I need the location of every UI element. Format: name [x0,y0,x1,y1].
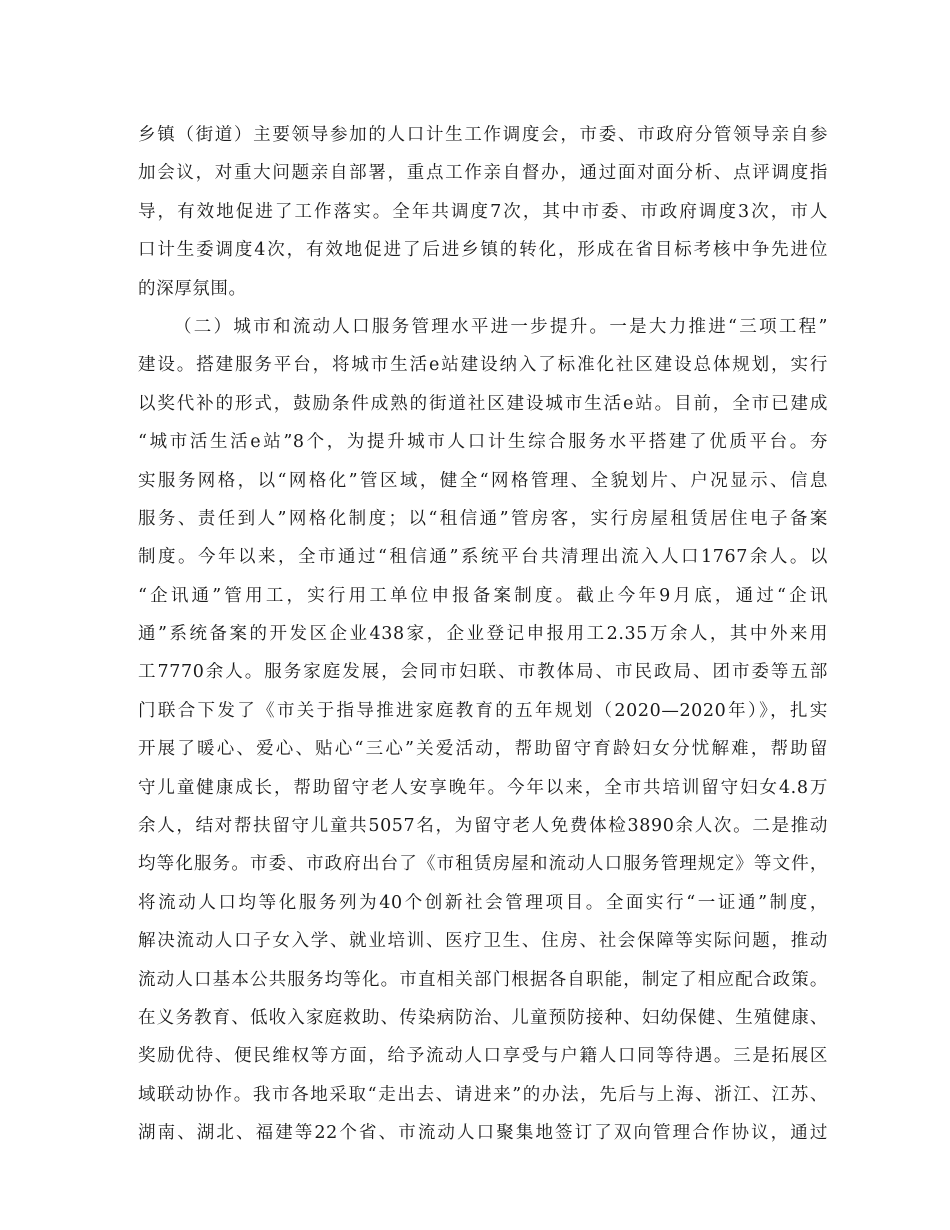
text-line-8: 以奖代补的形式，鼓励条件成熟的街道社区建设城市生活e站。目前，全市已建成 [138,393,828,414]
text-line-2: 加会议，对重大问题亲自部署，重点工作亲自督办，通过面对面分析、点评调度指 [138,163,828,184]
text-line-23: 流动人口基本公共服务均等化。市直相关部门根据各自职能，制定了相应配合政策。 [138,969,828,990]
text-line-1: 乡镇（街道）主要领导参加的人口计生工作调度会，市委、市政府分管领导亲自参 [138,125,828,145]
text-line-27: 湖南、湖北、福建等22个省、市流动人口聚集地签订了双向管理合作协议，通过 [138,1123,828,1144]
text-line-10: 实服务网格，以“网格化”管区域，健全“网格管理、全貌划片、户况显示、信息 [138,470,828,491]
section-heading-line: （二）城市和流动人口服务管理水平进一步提升。一是大力推进“三项工程” [174,316,828,337]
text-line-11: 服务、责任到人”网格化制度；以“租信通”管房客，实行房屋租赁居住电子备案 [138,508,828,529]
text-line-13: “企讯通”管用工，实行用工单位申报备案制度。截止今年9月底，通过“企讯 [138,585,828,606]
text-line-25: 奖励优待、便民维权等方面，给予流动人口享受与户籍人口同等待遇。三是拓展区 [138,1046,828,1067]
text-line-3: 导，有效地促进了工作落实。全年共调度7次，其中市委、市政府调度3次，市人 [138,201,828,222]
text-line-16: 门联合下发了《市关于指导推进家庭教育的五年规划（2020—2020年）》，扎实 [138,700,828,721]
text-line-24: 在义务教育、低收入家庭救助、传染病防治、儿童预防接种、妇幼保健、生殖健康、 [138,1007,828,1028]
text-line-20: 均等化服务。市委、市政府出台了《市租赁房屋和流动人口服务管理规定》等文件， [138,854,828,875]
text-line-5: 的深厚氛围。 [138,278,247,299]
text-line-18: 守儿童健康成长，帮助留守老人安享晚年。今年以来，全市共培训留守妇女4.8万 [138,777,828,798]
body-text [138,116,828,1153]
text-line-17: 开展了暖心、爱心、贴心“三心”关爱活动，帮助留守育龄妇女分忧解难，帮助留 [138,739,828,760]
text-line-7: 建设。搭建服务平台，将城市生活e站建设纳入了标准化社区建设总体规划，实行 [138,355,828,376]
text-line-4: 口计生委调度4次，有效地促进了后进乡镇的转化，形成在省目标考核中争先进位 [138,240,828,261]
text-line-9: “城市活生活e站”8个，为提升城市人口计生综合服务水平搭建了优质平台。夯 [138,432,828,453]
text-line-12: 制度。今年以来，全市通过“租信通”系统平台共清理出流入人口1767余人。以 [138,547,828,568]
text-line-14: 通”系统备案的开发区企业438家，企业登记申报用工2.35万余人，其中外来用 [138,624,828,645]
text-line-21: 将流动人口均等化服务列为40个创新社会管理项目。全面实行“一证通”制度， [138,892,828,913]
text-line-22: 解决流动人口子女入学、就业培训、医疗卫生、住房、社会保障等实际问题，推动 [138,931,828,952]
text-line-26: 域联动协作。我市各地采取“走出去、请进来”的办法，先后与上海、浙江、江苏、 [138,1084,828,1105]
text-line-15: 工7770余人。服务家庭发展，会同市妇联、市教体局、市民政局、团市委等五部 [138,662,828,683]
text-line-19: 余人，结对帮扶留守儿童共5057名，为留守老人免费体检3890余人次。二是推动 [138,816,828,837]
